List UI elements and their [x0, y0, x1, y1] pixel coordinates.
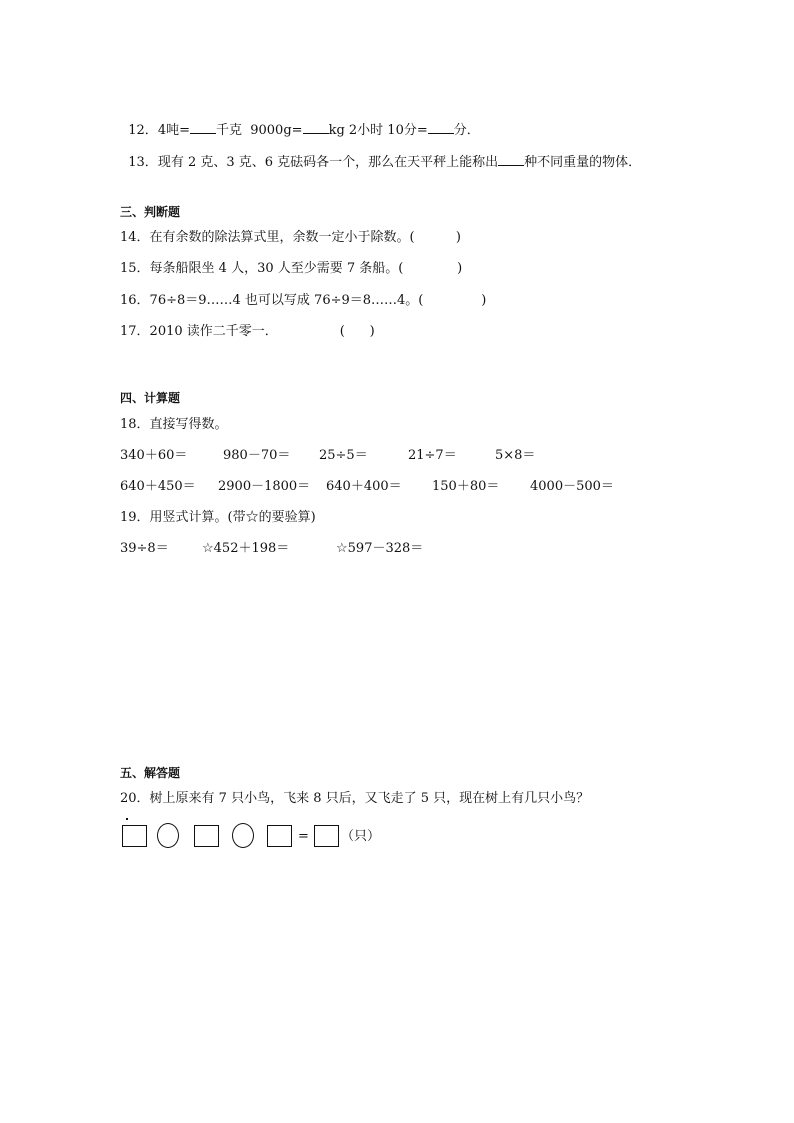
question-text: 4吨= — [157, 123, 190, 138]
question-text: 现有 2 克、3 克、6 克砝码各一个，那么在天平秤上能称出 — [157, 155, 499, 170]
question-text: 分． — [453, 123, 480, 138]
answer-blank[interactable] — [303, 121, 329, 134]
calc-item: 340＋60＝ — [120, 448, 188, 463]
section-heading-calculation: 四、计算题 — [120, 391, 181, 405]
answer-blank[interactable] — [428, 121, 454, 134]
question-19-title: 19．用竖式计算。(带☆的要验算) — [120, 510, 316, 525]
question-13 — [120, 135, 641, 172]
calc-item: 640＋400＝ — [326, 479, 402, 494]
question-number: 12． — [128, 123, 158, 138]
section-heading-word-problems: 五、解答题 — [120, 766, 181, 780]
question-14: 14．在有余数的除法算式里，余数一定小于除数。( ) — [120, 230, 462, 245]
question-15: 15．每条船限坐 4 人，30 人至少需要 7 条船。( ) — [120, 261, 463, 276]
calc-item: 980－70＝ — [223, 448, 291, 463]
answer-box[interactable] — [194, 825, 219, 847]
question-18-title: 18．直接写得数。 — [120, 417, 228, 432]
calc-item: 4000－500＝ — [530, 479, 614, 494]
answer-box[interactable] — [122, 825, 147, 847]
calc-item: 21÷7＝ — [408, 448, 457, 463]
question-text: kg 2小时 10分= — [328, 123, 428, 138]
question-number: 13． — [128, 155, 158, 170]
calc-item: 25÷5＝ — [319, 448, 368, 463]
operator-circle[interactable] — [157, 823, 179, 848]
answer-box[interactable] — [267, 825, 292, 847]
unit-label: （只） — [341, 829, 381, 844]
question-20-title: 20．树上原来有 7 只小鸟，飞来 8 只后，又飞走了 5 只，现在树上有几只小鸟？ — [120, 791, 590, 806]
question-text: 千克 9000g= — [215, 123, 303, 138]
equals-sign: = — [298, 829, 309, 844]
question-17: 17．2010 读作二千零一． ( ) — [120, 324, 375, 339]
answer-blank[interactable] — [498, 153, 524, 166]
question-text: 种不同重量的物体． — [524, 155, 642, 170]
calc-item: 5×8＝ — [495, 448, 536, 463]
vertical-calc-item: 39÷8＝ — [120, 541, 169, 556]
vertical-calc-item: ☆452＋198＝ — [202, 541, 290, 556]
question-16: 16．76÷8＝9……4 也可以写成 76÷9＝8……4。( ) — [120, 293, 487, 308]
section-heading-judgement: 三、判断题 — [120, 205, 181, 219]
dot-mark — [126, 818, 128, 820]
calc-item: 150＋80＝ — [432, 479, 500, 494]
operator-circle[interactable] — [232, 823, 254, 848]
result-box[interactable] — [314, 825, 339, 847]
answer-blank[interactable] — [190, 121, 216, 134]
vertical-calc-item: ☆597－328＝ — [336, 541, 424, 556]
calc-item: 640＋450＝ — [120, 479, 196, 494]
calc-item: 2900－1800＝ — [218, 479, 311, 494]
